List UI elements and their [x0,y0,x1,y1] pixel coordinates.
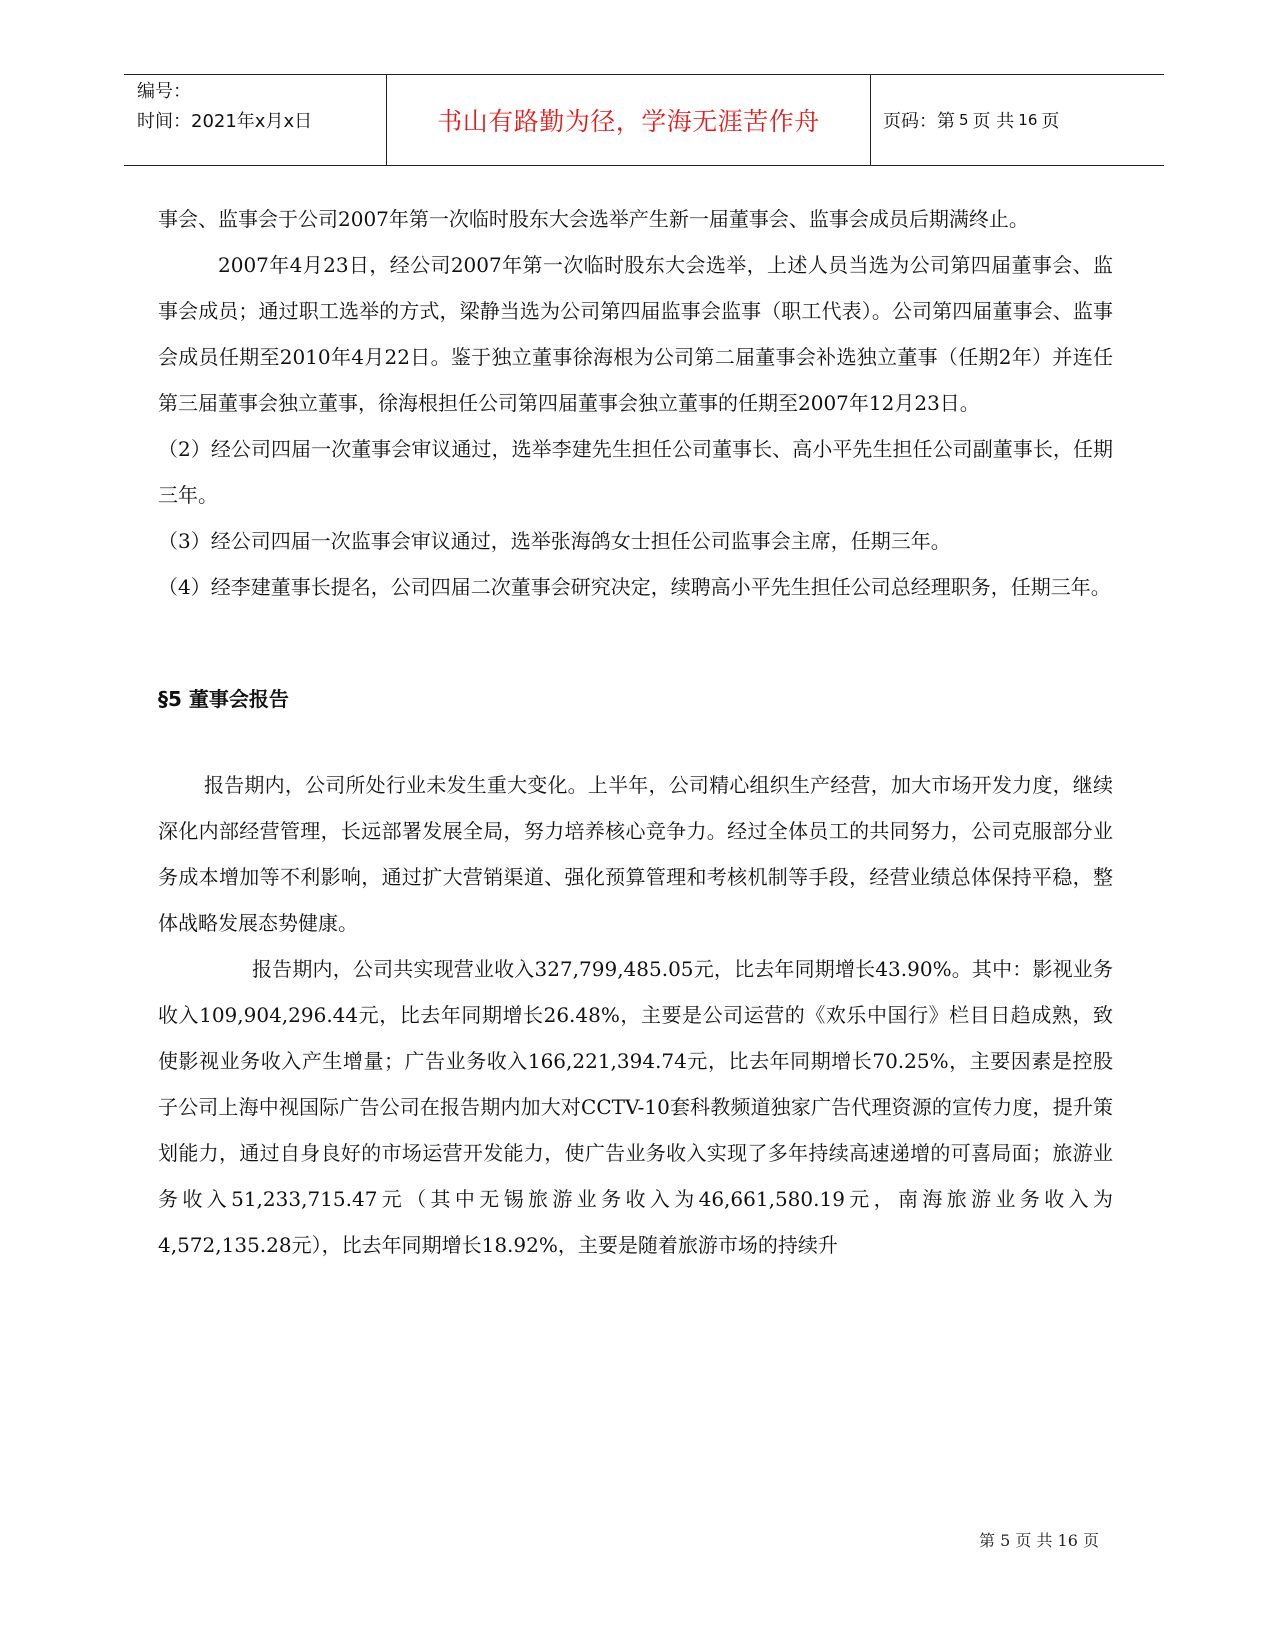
page-prefix: 页码：第 [883,111,955,132]
header-motto-cell [386,75,871,165]
header-meta [124,75,386,165]
paragraph-board-election: 2007年4月23日，经公司2007年第一次临时股东大会选举，上述人员当选为公司第四届董事会、监事会成员；通过职工选举的方式，梁静当选为公司第四届监事会监事（职工代表）。公司第四届董事会、监事会成员任期至2010年4月22日。鉴于独立董事徐海根为公司第二届董事会补选独立董事（任期2年）并连任第三届董事会独立董事，徐海根担任公司第四届董事会独立董事的任期至2007年12月23日。 [158,253,1113,415]
section-heading: §5 董事会报告 [158,687,289,711]
page-mid: 页 共 [972,111,1015,132]
paragraph-revenue-detail: 报告期内，公司共实现营业收入327,799,485.05元，比去年同期增长43.90%。其中：影视业务收入109,904,296.44元，比去年同期增长26.48%，主要是公司运营的《欢乐中国行》栏目日趋成熟，致使影视业务收入产生增量；广告业务收入166,221,394.74元，比去年同期增长70.25%，主要因素是控股子公司上海中视国际广告公司在报告期内加大对CCTV-10套科教频道独家广告代理资源的宣传力度，提升策划能力，通过自身良好的市场运营开发能力，使广告业务收入实现了多年持续高速递增的可喜局面；旅游业务收入51,233,715.47元（其中无锡旅游业务收入为46,661,580.19元，南海旅游业务收入为4,572,135.28元），比去年同期增长18.92%，主要是随着旅游市场的持续升 [158,957,1113,1257]
motto: 书山有路勤为径，学海无涯苦作舟 [437,107,820,136]
paragraph-item-3: （3）经公司四届一次监事会审议通过，选举张海鸽女士担任公司监事会主席，任期三年。 [158,529,951,553]
time-label: 时间：2021年x月x日 [137,111,313,132]
document-body [158,196,1113,1268]
page-footer: 第 5 页 共 16 页 [979,1531,1099,1550]
page-total: 16 [1018,111,1038,129]
paragraph-report-overview: 报告期内，公司所处行业未发生重大变化。上半年，公司精心组织生产经营，加大市场开发力度，继续深化内部经营管理，长远部署发展全局，努力培养核心竞争力。经过全体员工的共同努力，公司克服部分业务成本增加等不利影响，通过扩大营销渠道、强化预算管理和考核机制等手段，经营业绩总体保持平稳，整体战略发展态势健康。 [158,773,1113,935]
paragraph-board-term-end: 事会、监事会于公司2007年第一次临时股东大会选举产生新一届董事会、监事会成员后期满终止。 [158,207,1029,231]
paragraph-item-4: （4）经李建董事长提名，公司四届二次董事会研究决定，续聘高小平先生担任公司总经理职务，任期三年。 [158,575,1111,599]
page-current: 5 [959,111,969,129]
page-suffix: 页 [1041,111,1060,132]
page-header [124,74,1164,166]
header-page-info [871,75,1164,165]
paragraph-item-2: （2）经公司四届一次董事会审议通过，选举李建先生担任公司董事长、高小平先生担任公司副董事长，任期三年。 [158,437,1113,507]
serial-number-label: 编号： [137,81,191,102]
